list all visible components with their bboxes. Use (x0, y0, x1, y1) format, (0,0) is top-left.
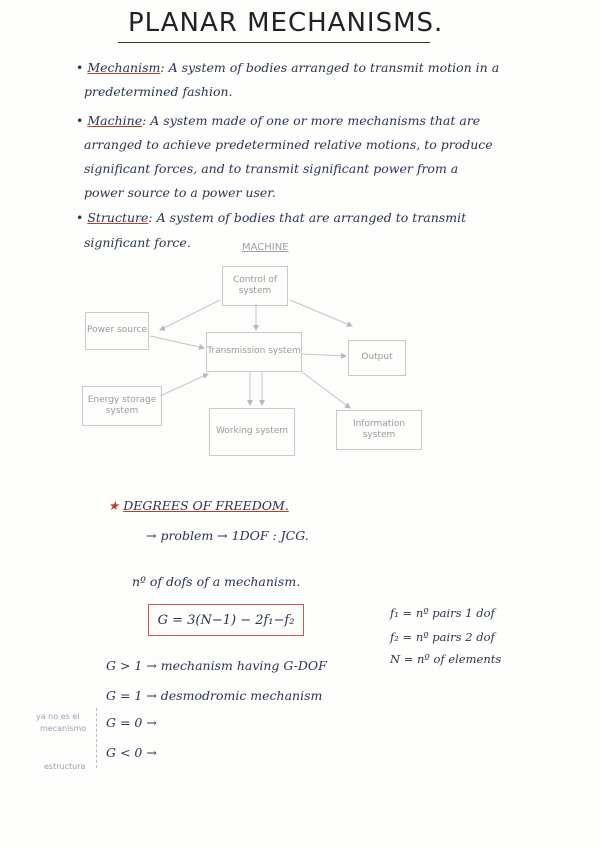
term-machine: Machine (87, 113, 143, 128)
diagram-heading: MACHINE (242, 242, 289, 253)
margin-brace (96, 708, 98, 768)
dof-subheading: nº of dofs of a mechanism. (132, 574, 301, 589)
definition-text: : A system of bodies that are arranged to transmit (148, 210, 467, 225)
dof-heading-row (108, 498, 289, 513)
definition-machine-line2: arranged to achieve predetermined relative motions, to produce (84, 137, 493, 152)
definition-structure-line2: significant force. (84, 235, 191, 250)
legend-f1: f₁ = nº pairs 1 dof (390, 606, 495, 620)
box-information-system: Information system (336, 410, 422, 450)
definition-text: : A system made of one or more mechanisms that are (142, 113, 481, 128)
bullet-icon: • (76, 60, 88, 75)
dof-heading: DEGREES OF FREEDOM. (123, 498, 289, 513)
margin-note-1: ya no es el (36, 712, 80, 721)
bullet-icon: • (76, 210, 88, 225)
box-control-of-system: Control of system (222, 266, 288, 306)
box-energy-storage: Energy storage system (82, 386, 162, 426)
definition-mechanism-line2: predetermined fashion. (84, 84, 233, 99)
dof-case-g-greater-1: G > 1 → mechanism having G-DOF (106, 658, 327, 673)
margin-note-2: mecanismo (40, 724, 87, 733)
term-structure: Structure (87, 210, 149, 225)
bullet-icon: • (76, 113, 88, 128)
bullet-icon: ★ (108, 498, 124, 513)
dof-case-g-less-0: G < 0 → (106, 745, 157, 760)
box-power-source: Power source (85, 312, 149, 350)
definition-machine-line3: significant forces, and to transmit significant power from a (84, 161, 459, 176)
gruebler-formula: G = 3(N−1) − 2f₁−f₂ (148, 604, 304, 636)
definition-machine-line4: power source to a power user. (84, 185, 276, 200)
box-transmission-system: Transmission system (206, 332, 302, 372)
margin-note-3: estructura (44, 762, 86, 771)
arrow-power-to-transmission (150, 336, 204, 348)
arrow-transmission-to-output (302, 354, 346, 356)
arrow-control-to-output (290, 300, 352, 326)
definition-text: : A system of bodies arranged to transmit motion in a (160, 60, 500, 75)
legend-f2: f₂ = nº pairs 2 dof (390, 630, 495, 644)
dof-case-g-equal-0: G = 0 → (106, 715, 157, 730)
term-mechanism: Mechanism (87, 60, 161, 75)
arrow-control-to-power (160, 300, 220, 330)
dof-case-g-equal-1: G = 1 → desmodromic mechanism (106, 688, 323, 703)
legend-n: N = nº of elements (390, 652, 502, 666)
page-title: PLANAR MECHANISMS. (128, 8, 444, 38)
box-output: Output (348, 340, 406, 376)
dof-problem-line: → problem → 1DOF : JCG. (146, 528, 309, 543)
arrow-transmission-to-information (302, 372, 350, 408)
box-working-system: Working system (209, 408, 295, 456)
arrow-energy-to-transmission (160, 374, 208, 396)
